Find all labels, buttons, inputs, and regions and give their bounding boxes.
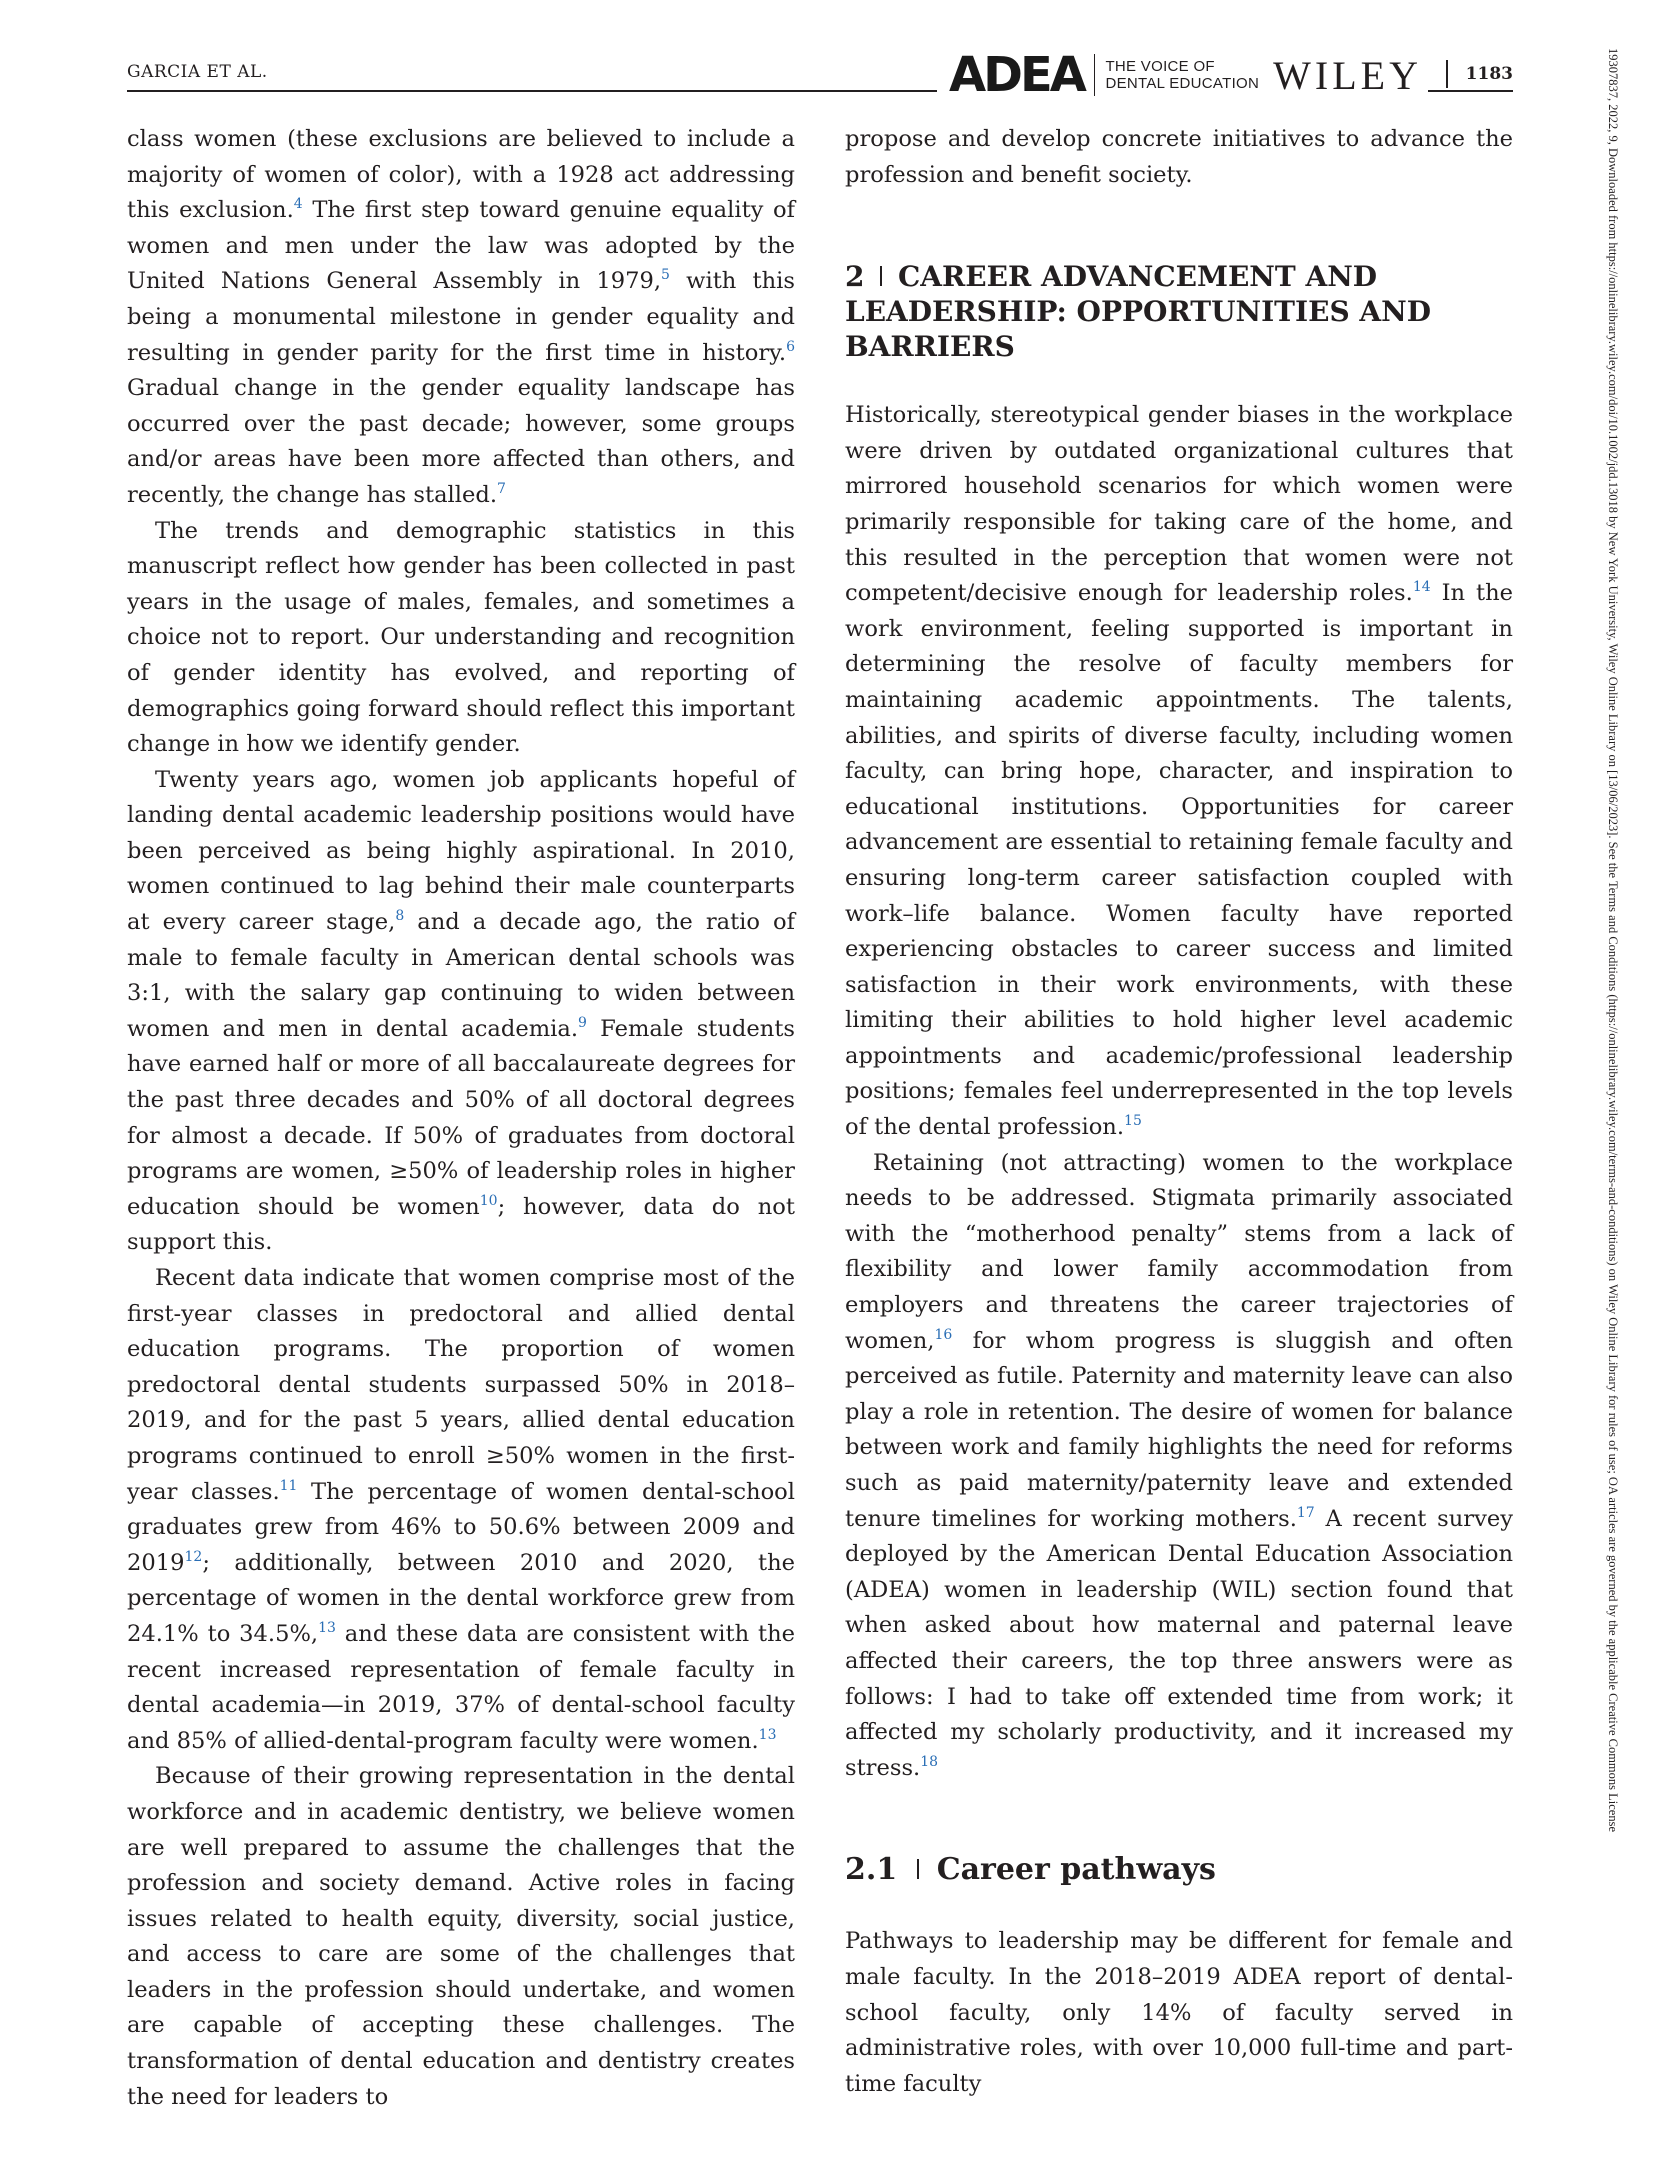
tagline-line-2: DENTAL EDUCATION: [1105, 75, 1260, 92]
running-head: GARCIA ET AL.: [127, 62, 268, 82]
page-number-block: [1436, 60, 1513, 88]
citation-link[interactable]: 5: [661, 267, 670, 284]
citation-link[interactable]: 17: [1296, 1504, 1315, 1521]
page-header: [127, 47, 1513, 112]
citation-link[interactable]: 8: [395, 908, 405, 925]
adea-logo: ADEA: [949, 47, 1084, 103]
citation-link[interactable]: 7: [497, 480, 506, 497]
journal-logo: [937, 47, 1428, 103]
paragraph: class women (these exclusions are believed to include a majority of women of color), with a 1928 act addressing this exclusion.$^4$ The first step toward genuine equality of women and men under the law was adopted by the United Nations General Assembly in 1979,$^5$ with this being a monumental milestone in gender equality and resulting in gender parity for the first time in history.$^6$ Gradual change in the gender equality landscape has occurred over the past decade; however, some groups and/or areas have been more affected than others, and recently, the change has stalled.$^7$: [127, 126, 795, 508]
citation-link[interactable]: 15: [1124, 1113, 1142, 1130]
page-number-divider: [1446, 60, 1448, 88]
citation-link[interactable]: 6: [786, 338, 795, 355]
paragraph: Historically, stereotypical gender biases in the workplace were driven by outdated organizational cultures that mirrored household scenarios for which women were primarily responsible for taking care of the home, and this resulted in the perception that women were not competent/decisive enough for leadership roles.$^{14}$ In the work environment, feeling supported is important in determining the resolve of faculty members for maintaining academic appointments. The talents, abilities, and spirits of diverse faculty, including women faculty, can bring hope, character, and inspiration to educational institutions. Opportunities for career advancement are essential to retaining female faculty and ensuring long-term career satisfaction coupled with work–life balance. Women faculty have reported experiencing obstacles to career success and limited satisfaction in their work environments, with these limiting their abilities to hold higher level academic appointments and academic/professional leadership positions; females feel underrepresented in the top levels of the dental profession.$^{15}$: [845, 402, 1513, 1141]
citation-link[interactable]: 9: [578, 1014, 587, 1031]
right-column: [845, 122, 1513, 2102]
subsection-title: Career pathways: [936, 1852, 1216, 1888]
logo-divider: [1094, 54, 1096, 96]
paragraph: Recent data indicate that women comprise most of the first-year classes in predoctoral and allied dental education programs. The proportion of women predoctoral dental students surpassed 50% in 2018–2019, and for the past 5 years, allied dental education programs continued to enroll ≥50% women in the first-year classes.$^{11}$ The percentage of women dental-school graduates grew from 46% to 50.6% between 2009 and 2019$^{12}$; additionally, between 2010 and 2020, the percentage of women in the dental workforce grew from 24.1% to 34.5%,$^{13}$ and these data are consistent with the recent increased representation of female faculty in dental academia—in 2019, 37% of dental-school faculty and 85% of allied-dental-program faculty were women.$^{13}$: [127, 1265, 796, 1754]
wiley-logo: WILEY: [1273, 52, 1422, 98]
download-notice: [1600, 48, 1628, 2128]
section-number: 2: [845, 260, 865, 294]
paragraph: propose and develop concrete initiatives to advance the profession and benefit society.: [845, 126, 1513, 188]
download-notice-text: 19307837, 2022, 9, Downloaded from https://onlinelibrary.wiley.com/doi/10.1002/jdd.13018 by New York University, Wiley Online Library on [13/06/2023]. See the Terms and Conditions (https://onlinelibrary.wiley.com/terms-and-conditions) on Wiley Online Library for rules of use; OA articles are governed by the applicable Creative Commons License: [1606, 48, 1620, 1833]
section-title: CAREER ADVANCEMENT AND LEADERSHIP: OPPORTUNITIES AND BARRIERS: [845, 260, 1432, 364]
section-heading: [845, 259, 1513, 364]
citation-link[interactable]: 18: [920, 1753, 939, 1770]
paragraph: Pathways to leadership may be different for female and male faculty. In the 2018–2019 ADEA report of dental-school faculty, only 14% of faculty served in administrative roles, with over 10,000 full-time and part-time faculty: [845, 1928, 1513, 2097]
citation-link[interactable]: 4: [293, 196, 303, 213]
subsection-heading: [845, 1850, 1513, 1890]
citation-link[interactable]: 14: [1412, 579, 1431, 596]
heading-divider: [880, 266, 882, 286]
logo-tagline: [1105, 58, 1259, 92]
heading-divider: [917, 1859, 919, 1879]
paragraph: Twenty years ago, women job applicants hopeful of landing dental academic leadership positions would have been perceived as being highly aspirational. In 2010, women continued to lag behind their male counterparts at every career stage,$^8$ and a decade ago, the ratio of male to female faculty in American dental schools was 3:1, with the salary gap continuing to widen between women and men in dental academia.$^9$ Female students have earned half or more of all baccalaureate degrees for the past three decades and 50% of all doctoral degrees for almost a decade. If 50% of graduates from doctoral programs are women, ≥50% of leadership roles in higher education should be women$^{10}$; however, data do not support this.: [127, 766, 795, 1256]
subsection-number: 2.1: [845, 1852, 898, 1888]
citation-link[interactable]: 13: [758, 1726, 777, 1743]
citation-link[interactable]: 16: [934, 1326, 953, 1343]
paragraph: The trends and demographic statistics in this manuscript reflect how gender has been collected in past years in the usage of males, females, and sometimes a choice not to report. Our understanding and recognition of gender identity has evolved, and reporting of demographics going forward should reflect this important change in how we identify gender.: [127, 517, 795, 758]
page-number: 1183: [1465, 64, 1513, 84]
tagline-line-1: THE VOICE OF: [1105, 58, 1215, 75]
citation-link[interactable]: 13: [318, 1619, 336, 1636]
citation-link[interactable]: 10: [479, 1192, 498, 1209]
citation-link[interactable]: 12: [184, 1548, 203, 1565]
paragraph: Retaining (not attracting) women to the workplace needs to be addressed. Stigmata primarily associated with the “motherhood penalty” stems from a lack of flexibility and lower family accommodation from employers and threatens the career trajectories of women,$^{16}$ for whom progress is sluggish and often perceived as futile. Paternity and maternity leave can also play a role in retention. The desire of women for balance between work and family highlights the need for reforms such as paid maternity/paternity leave and extended tenure timelines for working mothers.$^{17}$ A recent survey deployed by the American Dental Education Association (ADEA) women in leadership (WIL) section found that when asked about how maternal and paternal leave affected their careers, the top three answers were as follows: I had to take off extended time from work; it affected my scholarly productivity, and it increased my stress.$^{18}$: [845, 1149, 1513, 1781]
left-column: [127, 122, 795, 2115]
citation-link[interactable]: 11: [279, 1477, 298, 1494]
paragraph: Because of their growing representation in the dental workforce and in academic dentistry, we believe women are well prepared to assume the challenges that the profession and society demand. Active roles in facing issues related to health equity, diversity, social justice, and access to care are some of the challenges that leaders in the profession should undertake, and women are capable of accepting these challenges. The transformation of dental education and dentistry creates the need for leaders to: [127, 1763, 795, 2110]
